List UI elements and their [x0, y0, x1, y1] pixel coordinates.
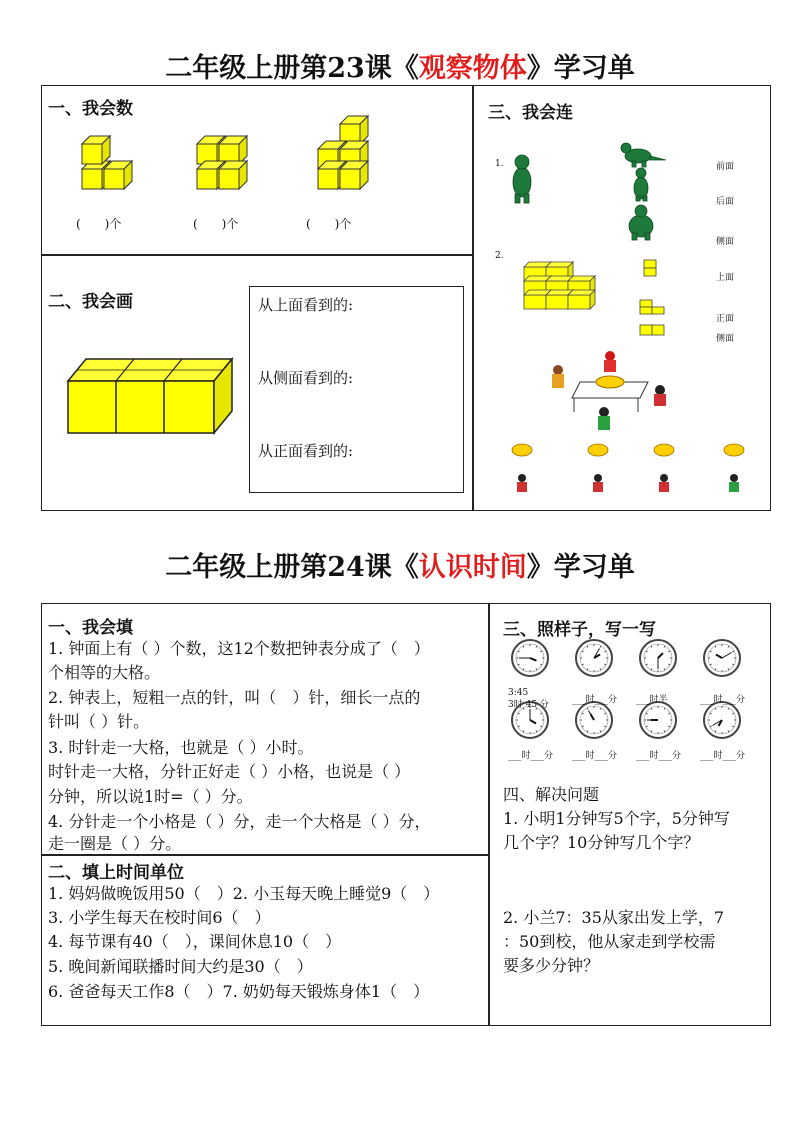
question-line: 时针走一大格，分针正好走（ ）小格，也说是（ ） — [48, 762, 411, 781]
lesson23-title — [0, 46, 800, 85]
cube-figure-2 — [197, 136, 247, 189]
example-answer: 3时 45 分 — [508, 700, 549, 710]
time-blank[interactable]: ___时___分 — [572, 695, 618, 705]
clock-face-icon — [702, 700, 742, 740]
title-highlight: 观察物体 — [418, 53, 527, 84]
cube-figures — [60, 110, 490, 230]
title-prefix: 二年级上册第23课《 — [165, 53, 419, 84]
clock-face-icon — [574, 700, 614, 740]
question-line: 走一圈是（ ）分。 — [48, 834, 182, 853]
question-line: 1. 妈妈做晚饭用50（ ）2. 小玉每天晚上睡觉9（ ） — [48, 884, 440, 903]
question-line: 5. 晚间新闻联播时间大约是30（ ） — [48, 957, 313, 976]
view-label: 侧面 — [716, 334, 735, 344]
section-heading-match: 三、我会连 — [488, 103, 573, 123]
time-blank[interactable]: ___时___分 — [700, 695, 746, 705]
time-blank[interactable]: ___时半 — [636, 695, 668, 705]
view-label: 前面 — [716, 162, 735, 172]
cube-match — [520, 258, 720, 348]
view-label: 侧面 — [716, 237, 735, 247]
section-heading-problems: 四、解决问题 — [503, 785, 600, 804]
dinosaur-views — [500, 140, 700, 250]
time-blank[interactable]: ___时___分 — [508, 751, 554, 761]
time-blank[interactable]: ___时___分 — [572, 751, 618, 761]
answer-blank-3[interactable]: ( )个 — [306, 217, 352, 231]
title-highlight: 认识时间 — [418, 552, 527, 583]
view-label-front: 从正面看到的: — [258, 442, 354, 460]
section-heading-draw: 二、我会画 — [48, 292, 133, 312]
item-number: 2. — [495, 251, 504, 261]
table-scene — [500, 340, 740, 500]
question-line: 1. 钟面上有（ ）个数，这12个数把钟表分成了（ ） — [48, 639, 430, 658]
dinosaur-icon — [621, 143, 666, 167]
problem-line: 1. 小明1分钟写5个字，5分钟写 — [503, 809, 730, 828]
section-heading-units: 二、填上时间单位 — [48, 863, 184, 883]
dinosaur-icon — [513, 155, 531, 203]
title-suffix: 》学习单 — [526, 53, 635, 84]
view-label: 正面 — [716, 314, 735, 324]
answer-blank-1[interactable]: ( )个 — [76, 217, 122, 231]
item-number: 1. — [495, 159, 504, 169]
problem-line: ：50到校，他从家走到学校需 — [503, 932, 716, 951]
clock-face-icon — [702, 638, 742, 678]
question-line: 3. 时针走一大格，也就是（ ）小时。 — [48, 738, 314, 757]
lesson24-title — [0, 545, 800, 584]
example-time: 3:45 — [508, 688, 529, 698]
dinosaur-icon — [629, 205, 653, 240]
question-line: 针叫（ ）针。 — [48, 712, 150, 731]
view-label: 后面 — [716, 197, 735, 207]
title-prefix: 二年级上册第24课《 — [165, 552, 419, 583]
view-label-top: 从上面看到的: — [258, 296, 354, 314]
section-heading-count: 一、我会数 — [48, 99, 133, 119]
time-blank[interactable]: ___时___分 — [700, 751, 746, 761]
divider — [488, 603, 490, 1026]
clock-face-icon — [574, 638, 614, 678]
question-line: 6. 爸爸每天工作8（ ）7. 奶奶每天锻炼身体1（ ） — [48, 982, 430, 1001]
question-line: 2. 钟表上，短粗一点的针，叫（ ）针，细长一点的 — [48, 688, 421, 707]
section-heading-fill: 一、我会填 — [48, 618, 133, 638]
problem-line: 几个字？10分钟写几个字？ — [503, 833, 700, 852]
question-line: 分钟，所以说1时=（ ）分。 — [48, 787, 253, 806]
question-line: 4. 每节课有40（ ），课间休息10（ ） — [48, 932, 342, 951]
title-suffix: 》学习单 — [526, 552, 635, 583]
dinosaur-icon — [634, 168, 648, 201]
clock-face-icon — [638, 700, 678, 740]
view-label: 上面 — [716, 273, 735, 283]
clock-face-icon — [510, 638, 550, 678]
divider — [41, 254, 472, 256]
section-heading-clocks: 三、照样子，写一写 — [503, 620, 656, 640]
cube-figure-3 — [318, 116, 368, 189]
problem-line: 2. 小兰7：35从家出发上学，7 — [503, 908, 725, 927]
cube-block — [64, 355, 244, 445]
question-line: 个相等的大格。 — [48, 663, 161, 682]
view-label-side: 从侧面看到的: — [258, 369, 354, 387]
time-blank[interactable]: ___时___分 — [636, 751, 682, 761]
question-line: 3. 小学生每天在校时间6（ ） — [48, 908, 271, 927]
clock-face-icon — [638, 638, 678, 678]
answer-blank-2[interactable]: ( )个 — [193, 217, 239, 231]
problem-line: 要多少分钟？ — [503, 956, 600, 975]
question-line: 4. 分针走一个小格是（ ）分，走一个大格是（ ）分， — [48, 812, 431, 831]
